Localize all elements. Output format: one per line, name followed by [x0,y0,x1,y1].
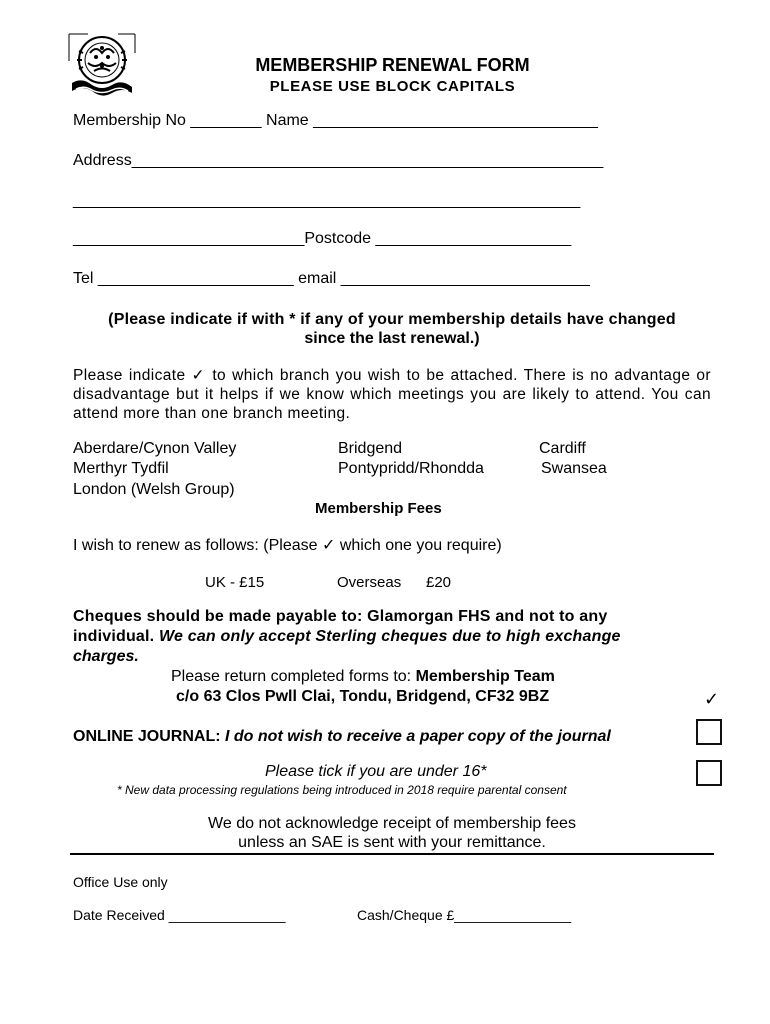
membership-name-field[interactable]: Membership No ________ Name ________________________________ [73,112,598,129]
sterling-note-end: charges. [73,648,139,665]
fees-heading: Membership Fees [315,500,442,517]
online-journal-option [73,728,611,746]
data-regulation-footnote: * New data processing regulations being introduced in 2018 require parental consent [117,783,567,797]
fees-instruction: I wish to renew as follows: (Please ✓ which one you require) [73,537,502,554]
fee-uk-option[interactable]: UK - £15 [205,574,265,591]
form-subtitle: PLEASE USE BLOCK CAPITALS [269,78,516,95]
return-prefix: Please return completed forms to: [171,668,412,685]
branch-pontypridd[interactable]: Pontypridd/Rhondda [338,460,484,477]
return-instruction [171,668,555,686]
cash-cheque-field[interactable]: Cash/Cheque £_______________ [357,907,572,923]
form-title: MEMBERSHIP RENEWAL FORM [255,55,530,75]
cheques-line2 [73,628,621,646]
fee-overseas-label[interactable]: Overseas [337,574,402,591]
address-field-1[interactable]: Address_____________________________________________________ [73,152,604,169]
cheques-line1: Cheques should be made payable to: Glamorgan FHS and not to any [73,608,608,625]
branch-aberdare[interactable]: Aberdare/Cynon Valley [73,440,237,457]
branch-bridgend[interactable]: Bridgend [338,440,403,457]
under16-text: Please tick if you are under 16* [265,763,487,780]
cheques-individual: individual. [73,628,155,645]
tick-mark-icon: ✓ [704,689,720,709]
date-received-field[interactable]: Date Received _______________ [73,907,286,923]
online-journal-text: I do not wish to receive a paper copy of the journal [225,728,611,745]
tel-email-field[interactable]: Tel ______________________ email ____________________________ [73,270,590,287]
branch-london[interactable]: London (Welsh Group) [73,481,235,498]
changes-notice-line2: since the last renewal.) [304,330,480,347]
acknowledge-line2: unless an SAE is sent with your remittance. [238,834,546,851]
section-divider [70,853,714,855]
branch-cardiff[interactable]: Cardiff [539,440,586,457]
return-team: Membership Team [415,668,555,685]
office-use-heading: Office Use only [73,874,168,890]
branch-instructions: Please indicate ✓ to which branch you wish to be attached. There is no advantage or disadvantage but it helps if we know which meetings you are likely to attend. You can attend more than one branch meeting. [73,367,711,422]
changes-notice-line1: (Please indicate if with * if any of your membership details have changed [108,311,676,328]
online-journal-label: ONLINE JOURNAL: [73,728,221,745]
address-field-2[interactable]: _________________________________________________________ [73,192,581,209]
branch-merthyr[interactable]: Merthyr Tydfil [73,460,169,477]
sterling-note: We can only accept Sterling cheques due to high exchange [158,628,621,645]
fee-overseas-price: £20 [426,574,452,591]
acknowledge-line1: We do not acknowledge receipt of membership fees [208,815,576,832]
return-address: c/o 63 Clos Pwll Clai, Tondu, Bridgend, CF32 9BZ [176,688,550,705]
under16-checkbox[interactable] [696,760,722,786]
online-journal-checkbox[interactable] [696,719,722,745]
branch-swansea[interactable]: Swansea [541,460,607,477]
postcode-field[interactable]: __________________________Postcode ______________________ [73,230,572,247]
